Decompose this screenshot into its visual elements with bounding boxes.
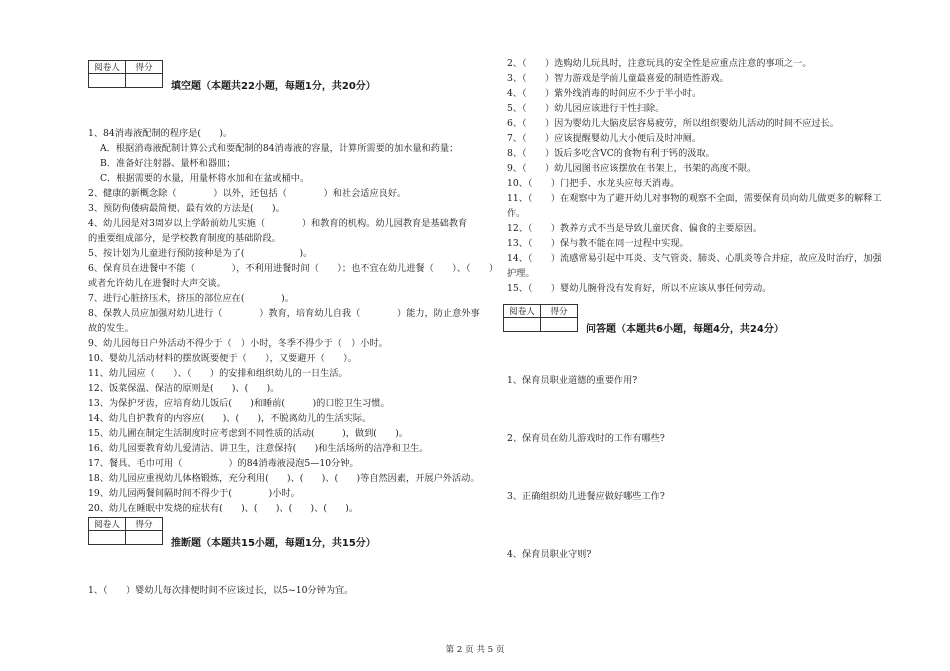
question-line: 7、进行心脏挤压术，挤压的部位应在( )。 [88,293,294,304]
question-line: 的重要组成部分，是学校教育制度的基础阶段。 [88,233,281,244]
score-box-qa [503,304,578,332]
question-line: 20、幼儿在睡眠中发烧的症状有( )、( )、( )、( )。 [88,503,359,514]
judge-question-line: 4、（ ）紫外线消毒的时间应不少于半小时。 [507,88,702,99]
qa-question: 2、保育员在幼儿游戏时的工作有哪些? [507,433,665,444]
question-line: 10、婴幼儿活动材料的摆放既要便于（ ），又要避开（ ）。 [88,353,357,364]
judge-question-line: 11、（ ）在观察中为了避开幼儿对事物的观察不全面，需要保育员向幼儿做更多的解释工 [507,193,882,204]
question-line: 3、预防佝偻病最简便、最有效的方法是( )。 [88,203,285,214]
question-line: 14、幼儿自护教育的内容应( )、( )，不脱离幼儿的生活实际。 [88,413,372,424]
question-line: 6、保育员在进餐中不能（ ），不利用进餐时间（ ）；也不宜在幼儿进餐（ ）、（ ） [88,263,499,274]
question-line: B．准备好注射器、量杯和器皿； [100,158,236,169]
question-line: 5、按计划为儿童进行预防接种是为了( )。 [88,248,313,259]
question-line: A．根据消毒液配制计算公式和要配制的84消毒液的容量，计算所需要的加水量和药量； [100,143,459,154]
qa-question: 3、正确组织幼儿进餐应做好哪些工作? [507,491,665,502]
question-line: 12、饭菜保温、保洁的原则是( )、( )。 [88,383,280,394]
judge-question-line: 1、（ ）婴幼儿每次排便时间不应该过长，以5~10分钟为宜。 [88,585,354,596]
score-box-label-score: 得分 [126,518,163,531]
score-box-judge [88,517,163,545]
score-box-cell [89,531,126,545]
score-box-cell [504,318,541,332]
score-box-cell [89,74,126,88]
score-box-label-score: 得分 [541,305,578,318]
question-line: 9、幼儿园每日户外活动不得少于（ ）小时，冬季不得少于（ ）小时。 [88,338,388,349]
judge-question-line: 15、（ ）婴幼儿腕骨没有发育好，所以不应该从事任何劳动。 [507,283,772,294]
judge-question-line: 8、（ ）饭后多吃含VC的食物有利于钙的汲取。 [507,148,715,159]
judge-question-line: 13、（ ）保与教不能在同一过程中实现。 [507,238,689,249]
score-box-label-grader: 阅卷人 [89,61,126,74]
score-box-label-grader: 阅卷人 [89,518,126,531]
judge-question-line: 9、（ ）幼儿园图书应该摆放在书架上，书架的高度不限。 [507,163,757,174]
judge-question-line: 5、（ ）幼儿园应该进行干性扫除。 [507,103,665,114]
question-line: 4、幼儿园是对3周岁以上学龄前幼儿实施（ ）和教育的机构。幼儿园教育是基础教育 [88,218,468,229]
question-line: 1、84消毒液配制的程序是( )。 [88,128,233,139]
score-box-label-score: 得分 [126,61,163,74]
score-box-label-grader: 阅卷人 [504,305,541,318]
judge-question-line: 作。 [507,208,526,219]
question-line: 15、幼儿圃在制定生活制度时应考虑到不同性质的活动( )，做到( )。 [88,428,409,439]
section-title-qa: 问答题（本题共6小题，每题4分，共24分） [586,324,784,335]
question-line: 13、为保护牙齿，应培育幼儿饭后( )和睡前( )的口腔卫生习惯。 [88,398,390,409]
section-title-fill-blank: 填空题（本题共22小题，每题1分，共20分） [171,81,376,92]
score-box-cell [126,74,163,88]
qa-question: 4、保育员职业守则? [507,549,592,560]
question-line: 19、幼儿园两餐间隔时间不得少于( )小时。 [88,488,300,499]
question-line: 2、健康的新概念除（ ）以外，还包括（ ）和社会适应良好。 [88,188,407,199]
score-box-cell [541,318,578,332]
question-line: 11、幼儿园应（ ）、（ ）的安排和组织幼儿的一日生活。 [88,368,348,379]
score-box-cell [126,531,163,545]
judge-question-line: 12、（ ）教养方式不当是导致儿童厌食、偏食的主要原因。 [507,223,763,234]
question-line: 18、幼儿园应重视幼儿体格锻炼，充分利用( )、( )、( )等自然因素，开展户外活动。 [88,473,480,484]
question-line: 或者允许幼儿在进餐时大声交谈。 [88,278,226,289]
judge-question-line: 6、（ ）因为婴幼儿大脑皮层容易疲劳，所以组织婴幼儿活动的时间不应过长。 [507,118,839,129]
qa-question: 1、保育员职业道德的重要作用? [507,375,638,386]
judge-question-line: 2、（ ）选购幼儿玩具时，注意玩具的安全性是应重点注意的事项之一。 [507,58,812,69]
judge-question-line: 7、（ ）应该提醒婴幼儿大小便后及时冲厕。 [507,133,702,144]
question-line: 16、幼儿园要教育幼儿爱清洁、讲卫生，注意保持( )和生活场所的洁净和卫生。 [88,443,429,454]
question-line: 17、餐具、毛巾可用（ ）的84消毒液浸泡5—10分钟。 [88,458,359,469]
score-box-fill-blank [88,60,163,88]
section-title-judge: 推断题（本题共15小题，每题1分，共15分） [171,538,376,549]
judge-question-line: 14、（ ）流感常易引起中耳炎、支气管炎、肺炎、心肌炎等合并症，故应及时治疗，加强 [507,253,882,264]
judge-question-line: 10、（ ）门把手、水龙头应每天消毒。 [507,178,680,189]
question-line: 故的发生。 [88,323,134,334]
judge-question-line: 3、（ ）智力游戏是学前儿童最喜爱的制造性游戏。 [507,73,729,84]
question-line: C．根据需要的水量，用量杯将水加和在盆或桶中。 [100,173,310,184]
page-footer: 第 2 页 共 5 页 [445,645,505,655]
judge-question-line: 护理。 [507,268,535,279]
question-line: 8、保教人员应加强对幼儿进行（ ）教育，培育幼儿自我（ ）能力，防止意外事 [88,308,480,319]
